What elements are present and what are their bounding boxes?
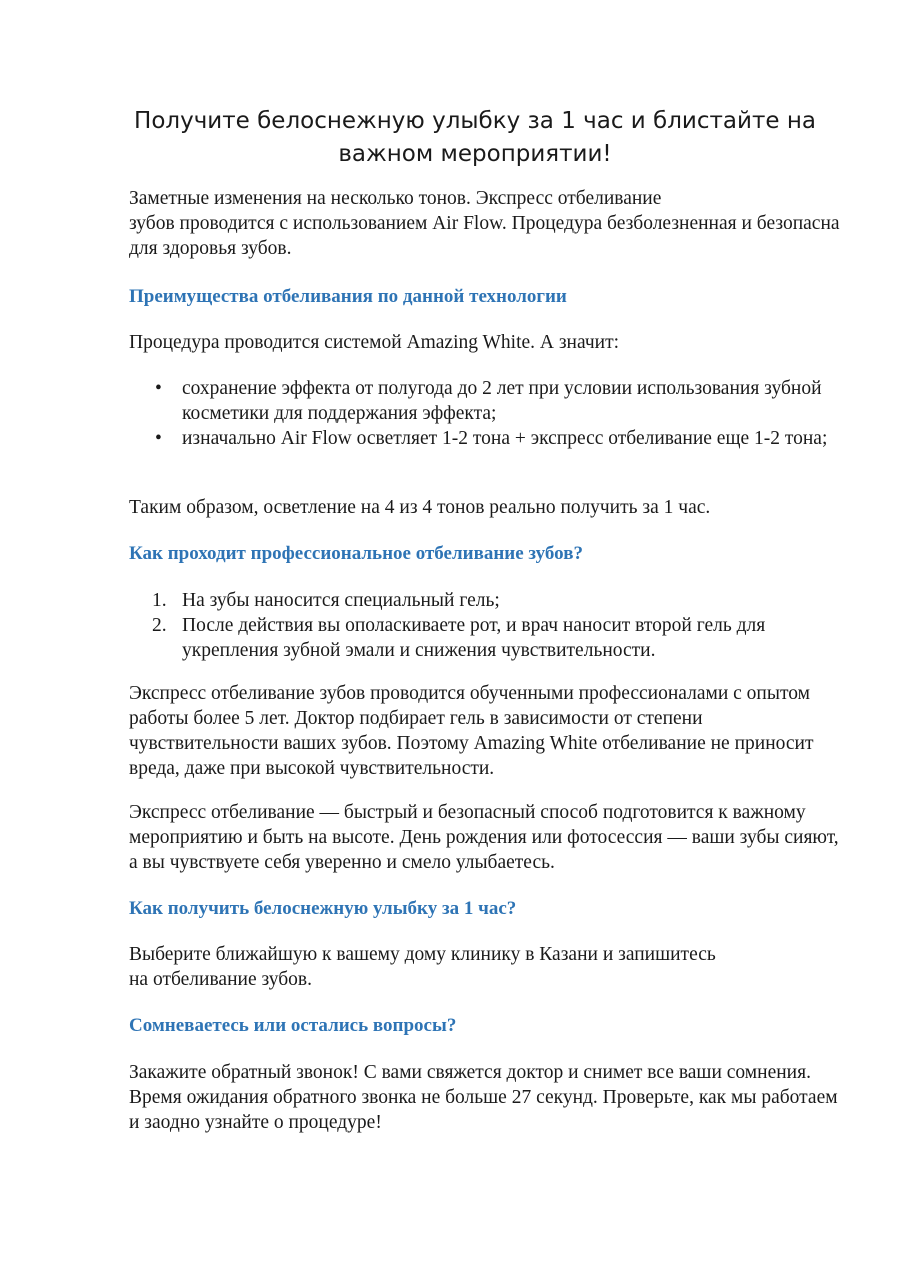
step-text: На зубы наносится специальный гель; xyxy=(182,590,500,611)
section-heading-questions: Сомневаетесь или остались вопросы? xyxy=(129,1015,457,1036)
how-to-get-paragraph xyxy=(129,942,849,992)
bullet-icon: • xyxy=(155,428,162,449)
section-heading-advantages: Преимущества отбеливания по данной технологии xyxy=(129,286,567,307)
step-text: После действия вы ополаскиваете рот, и врач наносит второй гель для укрепления зубной эмали и снижения чувствительности. xyxy=(182,615,766,661)
list-item-text: сохранение эффекта от полугода до 2 лет при условии использования зубной косметики для поддержания эффекта; xyxy=(182,378,822,424)
process-steps-list xyxy=(129,588,849,663)
how-to-get-line-1: Выберите ближайшую к вашему дому клинику в Казани и запишитесь xyxy=(129,944,716,965)
advantages-lead: Процедура проводится системой Amazing White. А значит: xyxy=(129,332,620,353)
intro-paragraph xyxy=(129,186,849,261)
section-heading-process: Как проходит профессиональное отбеливание зубов? xyxy=(129,543,583,564)
process-paragraph-1: Экспресс отбеливание зубов проводится обученными профессионалами с опытом работы более 5 лет. Доктор подбирает гель в зависимости от степени чувствительности ваших зубов. Поэтому Amazing White отбеливание не приносит вреда, даже при высокой чувствительности. xyxy=(129,683,814,779)
step-number: 1. xyxy=(152,590,167,611)
list-item xyxy=(129,376,849,426)
how-to-get-line-2: на отбеливание зубов. xyxy=(129,969,313,990)
process-paragraph-2: Экспресс отбеливание — быстрый и безопасный способ подготовится к важному мероприятию и быть на высоте. День рождения или фотосессия — ваши зубы сияют, а вы чувствуете себя уверенно и смело улыбаетесь. xyxy=(129,802,839,873)
page-title: Получите белоснежную улыбку за 1 час и блистайте на важном мероприятии! xyxy=(134,108,816,167)
questions-paragraph: Закажите обратный звонок! С вами свяжется доктор и снимет все ваши сомнения. Время ожидания обратного звонка не больше 27 секунд. Проверьте, как мы работаем и заодно узнайте о процедуре! xyxy=(129,1062,838,1133)
intro-line-1: Заметные изменения на несколько тонов. Экспресс отбеливание xyxy=(129,188,662,209)
list-item xyxy=(129,426,849,451)
section-heading-how-to-get: Как получить белоснежную улыбку за 1 час? xyxy=(129,898,517,919)
advantages-summary: Таким образом, осветление на 4 из 4 тонов реально получить за 1 час. xyxy=(129,497,711,518)
intro-line-2: зубов проводится с использованием Air Flow. Процедура безболезненная и безопасна для здоровья зубов. xyxy=(129,213,840,259)
list-item xyxy=(129,613,849,663)
list-item xyxy=(129,588,849,613)
list-item-text: изначально Air Flow осветляет 1-2 тона + экспресс отбеливание еще 1-2 тона; xyxy=(182,428,828,449)
advantages-list xyxy=(129,376,849,451)
step-number: 2. xyxy=(152,615,167,636)
bullet-icon: • xyxy=(155,378,162,399)
